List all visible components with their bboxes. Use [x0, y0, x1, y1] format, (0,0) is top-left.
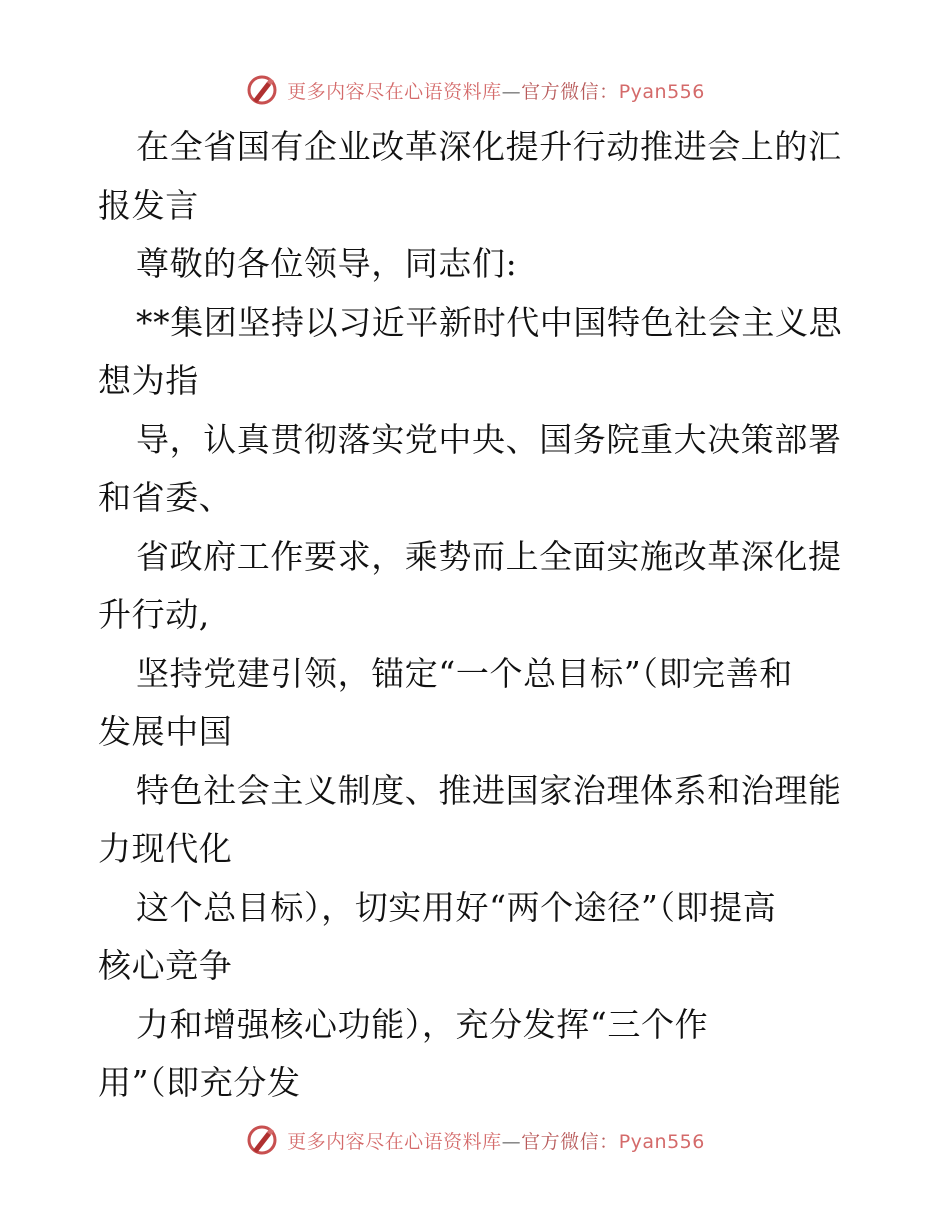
paragraph-line: 想为指	[98, 361, 199, 400]
paragraph-line: 坚持党建引领，锚定“一个总目标”（即完善和	[136, 653, 793, 693]
header-banner	[0, 70, 950, 110]
banner-official-label: 官方微信：	[521, 80, 619, 103]
banner-separator: —	[501, 1130, 522, 1153]
paragraph-line: 力和增强核心功能），充分发挥“三个作	[136, 1004, 709, 1044]
title-line-1: 在全省国有企业改革深化提升行动推进会上的汇	[136, 127, 842, 166]
banner-wechat-id: Pyan556	[618, 80, 705, 103]
paragraph-line: 这个总目标），切实用好“两个途径”（即提高	[136, 887, 777, 927]
paragraph-line: 省政府工作要求，乘势而上全面实施改革深化提	[136, 536, 842, 576]
paragraph-line: 导，认真贯彻落实党中央、国务院重大决策部署	[136, 419, 842, 459]
paragraph-line: 升行动,	[98, 595, 210, 634]
banner-separator: —	[501, 80, 522, 103]
paragraph-line: 用”（即充分发	[98, 1063, 301, 1102]
banner-brand: 更多内容尽在心语资料库	[287, 80, 502, 103]
paragraph-line: 核心竞争	[98, 946, 233, 985]
title-line-2: 报发言	[98, 185, 199, 225]
banner-brand: 更多内容尽在心语资料库	[287, 1130, 502, 1153]
banner-text	[287, 1127, 705, 1154]
pen-logo-icon	[245, 73, 279, 107]
footer-banner	[0, 1120, 950, 1160]
paragraph-line: 发展中国	[98, 712, 233, 751]
paragraph-line: 力现代化	[98, 829, 233, 868]
banner-wechat-id: Pyan556	[618, 1130, 705, 1153]
paragraph-line: 特色社会主义制度、推进国家治理体系和治理能	[136, 770, 842, 810]
paragraph-line: 和省委、	[98, 478, 233, 517]
banner-text	[287, 77, 705, 104]
banner-official-label: 官方微信：	[521, 1130, 619, 1153]
pen-logo-icon	[245, 1123, 279, 1157]
paragraph-line: **集团坚持以习近平新时代中国特色社会主义思	[136, 302, 843, 342]
document-body	[98, 118, 858, 1113]
salutation: 尊敬的各位领导，同志们:	[136, 244, 518, 283]
